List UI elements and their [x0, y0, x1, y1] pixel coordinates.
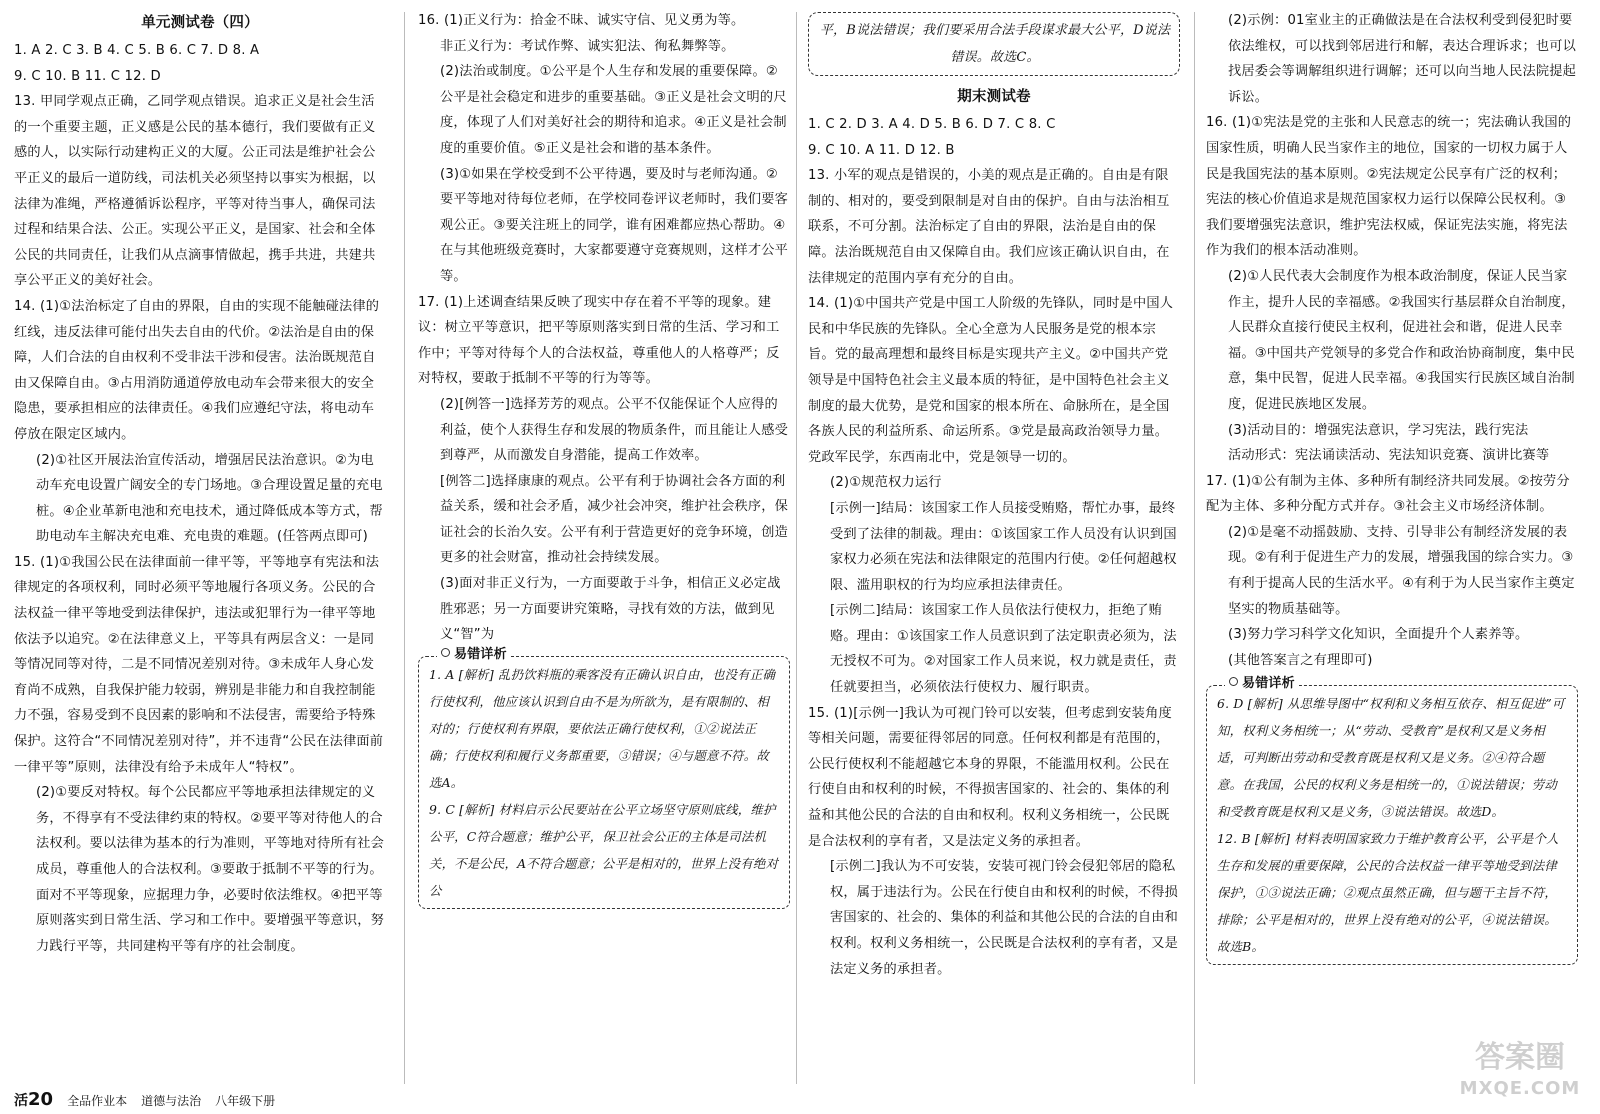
answer-paragraph: [示例二]结局：该国家工作人员依法行使权力，拒绝了贿赂。理由：①该国家工作人员意识到了法定职责必须为，法无授权不可为。②对国家工作人员来说，权力就是责任，责任就要担当，必须依法行使权力、履行职责。	[830, 603, 1177, 696]
answer-note: (其他答案言之有理即可)	[1228, 652, 1373, 668]
analysis-item: 1. A [解析] 乱扔饮料瓶的乘客没有正确认识自由，也没有正确行使权利，他应该认识到自由不是为所欲为，是有限制的、相对的；行使权利有界限，要依法正确行使权利，①②说法正确；行使权利和履行义务都重要，③错误；④与题意不符。故选A。	[429, 666, 776, 790]
answer-paragraph: 17. (1)上述调查结果反映了现实中存在着不平等的现象。建议：树立平等意识，把平等原则落实到日常的生活、学习和工作中；平等对待每个人的合法权益，尊重他人的人格尊严；反对特权，要敢于抵制不平等的行为等等。	[418, 294, 780, 387]
error-analysis-label: 易错详析	[1242, 676, 1295, 692]
answer-paragraph: 17. (1)①公有制为主体、多种所有制经济共同发展。②按劳分配为主体、多种分配方式并存。③社会主义市场经济体制。	[1206, 473, 1570, 515]
answer-line: (3)努力学习科学文化知识，全面提升个人素养等。	[1228, 627, 1529, 643]
answer-paragraph: [例答二]选择康康的观点。公平有利于协调社会各方面的利益关系，缓和社会矛盾，减少社会冲突，维护社会秩序，保证社会的长治久安。公平有利于营造更好的竞争环境，创造更多的社会财富，推动社会持续发展。	[440, 473, 789, 566]
answer-paragraph: [示例一]结局：该国家工作人员接受贿赂，帮忙办事，最终受到了法律的制裁。理由：①该国家工作人员没有认识到国家权力必须在宪法和法律限定的范围内行使。②任何超越权限、滥用职权的行为均应承担法律责任。	[830, 500, 1177, 593]
answer-paragraph: (2)①人民代表大会制度作为根本政治制度，保证人民当家作主，提升人民的幸福感。②我国实行基层群众自治制度，人民群众直接行使民主权利，促进社会和谐，促进人民幸福。③中国共产党领导的多党合作和政治协商制度，集中民意，集中民智，促进人民幸福。④我国实行民族区域自治制度，促进民族地区发展。	[1228, 268, 1575, 412]
answer-paragraph: [示例二]我认为不可安装，安装可视门铃会侵犯邻居的隐私权，属于违法行为。公民在行使自由和权利的时候，不得损害国家的、社会的、集体的利益和其他公民的合法的自由和权利。权利义务相统一，公民既是合法权利的享有者，又是法定义务的承担者。	[830, 859, 1179, 977]
answer-line: 非正义行为：考试作弊、诚实犯法、徇私舞弊等。	[440, 38, 735, 54]
unit-test-title: 单元测试卷（四）	[141, 15, 259, 31]
column-divider	[404, 12, 405, 1084]
bullet-icon	[1229, 677, 1238, 686]
subject-label: 道德与法治	[141, 1093, 202, 1108]
answer-line: 9. C 10. B 11. C 12. D	[14, 68, 161, 84]
answer-line: 1. C 2. D 3. A 4. D 5. B 6. D 7. C 8. C	[808, 117, 1056, 132]
column-2	[418, 8, 790, 909]
column-3	[808, 8, 1180, 982]
column-4	[1206, 8, 1578, 965]
answer-paragraph: (2)[例答一]选择芳芳的观点。公平不仅能保证个人应得的利益，使个人获得生存和发展的物质条件，而且能让人感受到尊严，从而激发自身潜能，提高工作效率。	[440, 396, 789, 464]
page-footer	[14, 1091, 275, 1110]
answer-paragraph: (2)法治或制度。①公平是个人生存和发展的重要保障。②公平是社会稳定和进步的重要基础。③正义是社会文明的尺度，体现了人们对美好社会的期待和追求。④正义是社会制度的重要价值。⑤正义是社会和谐的基本条件。	[440, 64, 787, 156]
answer-paragraph: (3)面对非正义行为，一方面要敢于斗争，相信正义必定战胜邪恶；另一方面要讲究策略，寻找有效的方法，做到见义“智”为	[440, 576, 781, 643]
grade-label: 八年级下册	[215, 1093, 276, 1108]
answer-paragraph: 14. (1)①法治标定了自由的界限，自由的实现不能触碰法律的红线，违反法律可能付出失去自由的代价。②法治是自由的保障，人们合法的自由权利不受非法干涉和侵害。法治既规范自由又保障自由。③占用消防通道停放电动车会带来很大的安全隐患，要承担相应的法律责任。④我们应遵纪守法，将电动车停放在限定区域内。	[14, 298, 380, 442]
answer-paragraph: (3)①如果在学校受到不公平待遇，要及时与老师沟通。②要平等地对待每位老师，在学校同卷评议老师时，我们要客观公正。③要关注班上的同学，谁有困难都应热心帮助。④在与其他班级竞赛时，大家都要遵守竞赛规则，这样才公平等。	[440, 166, 789, 284]
answer-paragraph: 16. (1)①宪法是党的主张和人民意志的统一；宪法确认我国的国家性质，明确人民当家作主的地位，国家的一切权力属于人民是我国宪法的基本原则。②宪法规定公民享有广泛的权利；宪法的核心价值追求是规范国家权力运行以保障公民权利。③我们要增强宪法意识，维护宪法权威，保证宪法实施，将宪法作为我们的根本活动准则。	[1206, 115, 1572, 259]
error-analysis-heading	[437, 645, 511, 665]
column-divider	[1194, 12, 1195, 1084]
watermark-text: 答案圈	[1475, 1040, 1565, 1075]
error-analysis-heading	[1225, 674, 1299, 694]
analysis-continuation: 平，B说法错误；我们要采用合法手段谋求最大公平，D说法错误。故选C。	[819, 23, 1171, 65]
answer-paragraph: (2)①社区开展法治宣传活动，增强居民法治意识。②为电动车充电设置广阔安全的专门场地。③合理设置足量的充电桩。④企业革新电池和充电技术，通过降低成本等方式，帮助电动车主解决充电难、充电贵的难题。(任答两点即可)	[36, 452, 383, 545]
answer-line: 16. (1)正义行为：拾金不昧、诚实守信、见义勇为等。	[418, 13, 745, 28]
analysis-item: 6. D [解析] 从思维导图中“权利和义务相互依存、相互促进”可知，权利义务相统一；从“劳动、受教育”是权利又是义务相适，可判断出劳动和受教育既是权利又是义务。②④符合题意。在我国，公民的权利义务是相统一的，①说法错误；劳动和受教育既是权利又是义务，③说法错误。故选D。	[1217, 696, 1565, 820]
answer-paragraph: (2)①是毫不动摇鼓励、支持、引导非公有制经济发展的表现。②有利于促进生产力的发展，增强我国的综合实力。③有利于提高人民的生活水平。④有利于为人民当家作主奠定坚实的物质基础等。	[1228, 524, 1575, 617]
answer-paragraph: 15. (1)[示例一]我认为可视门铃可以安装，但考虑到安装角度等相关问题，需要征得邻居的同意。任何权利都是有范围的，公民行使权利不能超越它本身的界限，不能滥用权利。公民在行使自由和权利的时候，不得损害国家的、社会的、集体的利益和其他公民的合法的自由和权利。权利义务相统一，公民既是合法权利的享有者，又是法定义务的承担者。	[808, 705, 1172, 849]
answer-line: 1. A 2. C 3. B 4. C 5. B 6. C 7. D 8. A	[14, 43, 260, 58]
answer-paragraph: 14. (1)①中国共产党是中国工人阶级的先锋队，同时是中国人民和中华民族的先锋队。全心全意为人民服务是党的根本宗旨。党的最高理想和最终目标是实现共产主义。②中国共产党领导是中国特色社会主义最本质的特征，是中国特色社会主义制度的最大优势，是党和国家的根本所在、命脉所在，是全国各族人民的利益所系、命运所系。③党是最高政治领导力量。党政军民学，东西南北中，党是领导一切的。	[808, 296, 1174, 465]
error-analysis-label: 易错详析	[454, 646, 507, 662]
answer-line: (2)①规范权力运行	[830, 475, 942, 491]
page-number	[14, 1091, 53, 1110]
answer-paragraph: 13. 小军的观点是错误的，小美的观点是正确的。自由是有限制的、相对的，要受到限制是对自由的保护。自由与法治相互联系，不可分割。法治标定了自由的界限，法治是自由的保障。法治既规范自由又保障自由。我们应该正确认识自由，在法律规定的范围内享有充分的自由。	[808, 168, 1170, 286]
answer-paragraph: 15. (1)①我国公民在法律面前一律平等，平等地享有宪法和法律规定的各项权利，同时必须平等地履行各项义务。公民的合法权益一律平等地受到法律保护，违法或犯罪行为一律平等地依法予以追究。②在法律意义上，平等具有两层含义：一是同等情况同等对待，二是不同情况差别对待。③未成年人身心发育尚不成熟，自我保护能力较弱，辨别是非能力和自我控制能力不强，容易受到不良因素的影响和不法侵害，需要给予特殊保护。这符合“不同情况差别对待”，并不违背“公民在法律面前一律平等”原则，法律没有给予未成年人“特权”。	[14, 554, 384, 775]
analysis-item: 12. B [解析] 材料表明国家致力于维护教育公平，公平是个人生存和发展的重要保障，公民的合法权益一律平等地受到法律保护，①③说法正确；②观点虽然正确，但与题干主旨不符，排除；公平是相对的，世界上没有绝对的公平，④说法错误。故选B。	[1217, 831, 1559, 955]
column-divider	[796, 12, 797, 1084]
answer-line: 9. C 10. A 11. D 12. B	[808, 142, 955, 158]
watermark-logo	[1450, 1038, 1590, 1108]
page-num: 20	[28, 1089, 54, 1110]
error-analysis-box	[418, 646, 790, 909]
column-1	[14, 8, 386, 959]
error-analysis-box	[1206, 676, 1578, 965]
answer-line: 活动形式：宪法诵读活动、宪法知识竞赛、演讲比赛等	[1228, 448, 1550, 464]
bullet-icon	[441, 648, 450, 657]
analysis-item: 9. C [解析] 材料启示公民要站在公平立场坚守原则底线，维护公平，C符合题意；维护公平，保卫社会公正的主体是司法机关，不是公民，A不符合题意；公平是相对的，世界上没有绝对公	[429, 801, 779, 898]
final-test-title: 期末测试卷	[957, 89, 1031, 105]
watermark-url: MXQE.COM	[1459, 1078, 1581, 1099]
answer-paragraph: 13. 甲同学观点正确，乙同学观点错误。追求正义是社会生活的一个重要主题，正义感是公民的基本德行，我们要做有正义感的人，以实际行动建构正义的大厦。公正司法是维护社会公平正义的最后一道防线，司法机关必须坚持以事实为根据，以法律为准绳，严格遵循诉讼程序，平等对待当事人，确保司法过程和结果合法、公正。实现公平正义，是国家、社会和全体公民的共同责任，让我们从点滴事情做起，携手共进，共建共享公平正义的美好社会。	[14, 94, 376, 289]
page-prefix: 活	[14, 1093, 28, 1109]
answer-paragraph: (2)①要反对特权。每个公民都应平等地承担法律规定的义务，不得享有不受法律约束的特权。②要平等对待他人的合法权利。要以法律为基本的行为准则，平等地对待所有社会成员，尊重他人的合法权利。③要敢于抵制不平等的行为。面对不平等现象，应据理力争，必要时依法维权。④把平等原则落实到日常生活、学习和工作中。要增强平等意识，努力践行平等，共同建构平等有序的社会制度。	[36, 785, 385, 954]
continued-analysis-box	[808, 12, 1180, 76]
book-title: 全品作业本	[67, 1093, 128, 1108]
answer-paragraph: (2)示例：01室业主的正确做法是在合法权利受到侵犯时要依法维权，可以找到邻居进行和解，表达合理诉求；也可以找居委会等调解组织进行调解；还可以向当地人民法院提起诉讼。	[1228, 13, 1577, 105]
answer-line: (3)活动目的：增强宪法意识，学习宪法，践行宪法	[1228, 422, 1529, 438]
